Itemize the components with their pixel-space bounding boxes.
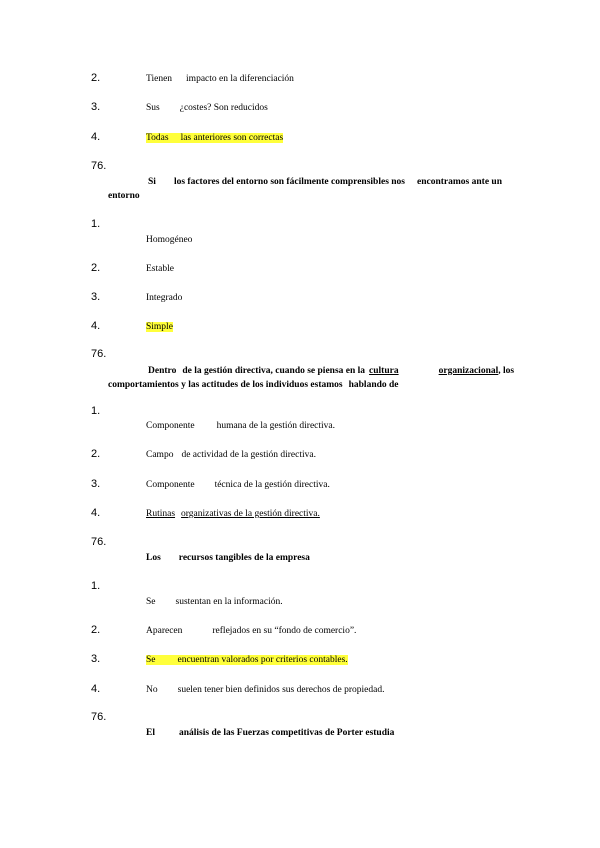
question-number: 76.: [91, 711, 107, 723]
option-number: 2.: [91, 72, 101, 84]
question-text-line1: Los recursos tangibles de la empresa: [146, 553, 310, 563]
question-text-line1: Dentro de la gestión directiva, cuando se piensa en la cultura organizacional, los: [148, 366, 515, 376]
option-number: 3.: [91, 291, 101, 303]
option-text: Se sustentan en la información.: [146, 597, 283, 607]
option-number: 4.: [91, 683, 101, 695]
option-text-highlighted: Todas las anteriores son correctas: [146, 133, 284, 143]
option-number: 3.: [91, 653, 101, 665]
question-text-line1: El análisis de las Fuerzas competitivas de Porter estudia: [146, 728, 395, 738]
option-text: Estable: [146, 264, 174, 274]
option-number: 3.: [91, 101, 101, 113]
option-number: 4.: [91, 507, 101, 519]
option-text-highlighted: Se encuentran valorados por criterios contables.: [146, 655, 348, 665]
option-text: Componente técnica de la gestión directiva.: [146, 480, 330, 490]
option-number: 1.: [91, 218, 101, 230]
option-text: Sus ¿costes? Son reducidos: [146, 103, 268, 113]
option-number: 4.: [91, 131, 101, 143]
question-number: 76.: [91, 160, 107, 172]
question-number: 76.: [91, 348, 107, 360]
option-text: No suelen tener bien definidos sus derechos de propiedad.: [146, 685, 385, 695]
option-number: 3.: [91, 478, 101, 490]
option-number: 4.: [91, 320, 101, 332]
option-text-underlined: Rutinas organizativas de la gestión directiva.: [146, 509, 320, 519]
option-number: 2.: [91, 624, 101, 636]
option-number: 2.: [91, 262, 101, 274]
option-number: 1.: [91, 405, 101, 417]
option-text-highlighted: Simple: [146, 322, 173, 332]
option-text: Integrado: [146, 293, 183, 303]
option-text: Homogéneo: [146, 235, 193, 245]
question-text-line1: Si los factores del entorno son fácilmente comprensibles nos encontramos ante un: [148, 177, 502, 187]
option-text: Componente humana de la gestión directiva.: [146, 421, 336, 431]
option-text: Campo de actividad de la gestión directiva.: [146, 450, 316, 460]
question-text-line2: comportamientos y las actitudes de los individuos estamos hablando de: [108, 380, 399, 390]
option-text: Aparecen reflejados en su “fondo de comercio”.: [146, 626, 357, 636]
question-text-line2: entorno: [108, 191, 140, 201]
option-number: 1.: [91, 580, 101, 592]
option-number: 2.: [91, 448, 101, 460]
question-number: 76.: [91, 536, 107, 548]
option-text: Tienen impacto en la diferenciación: [146, 74, 294, 84]
